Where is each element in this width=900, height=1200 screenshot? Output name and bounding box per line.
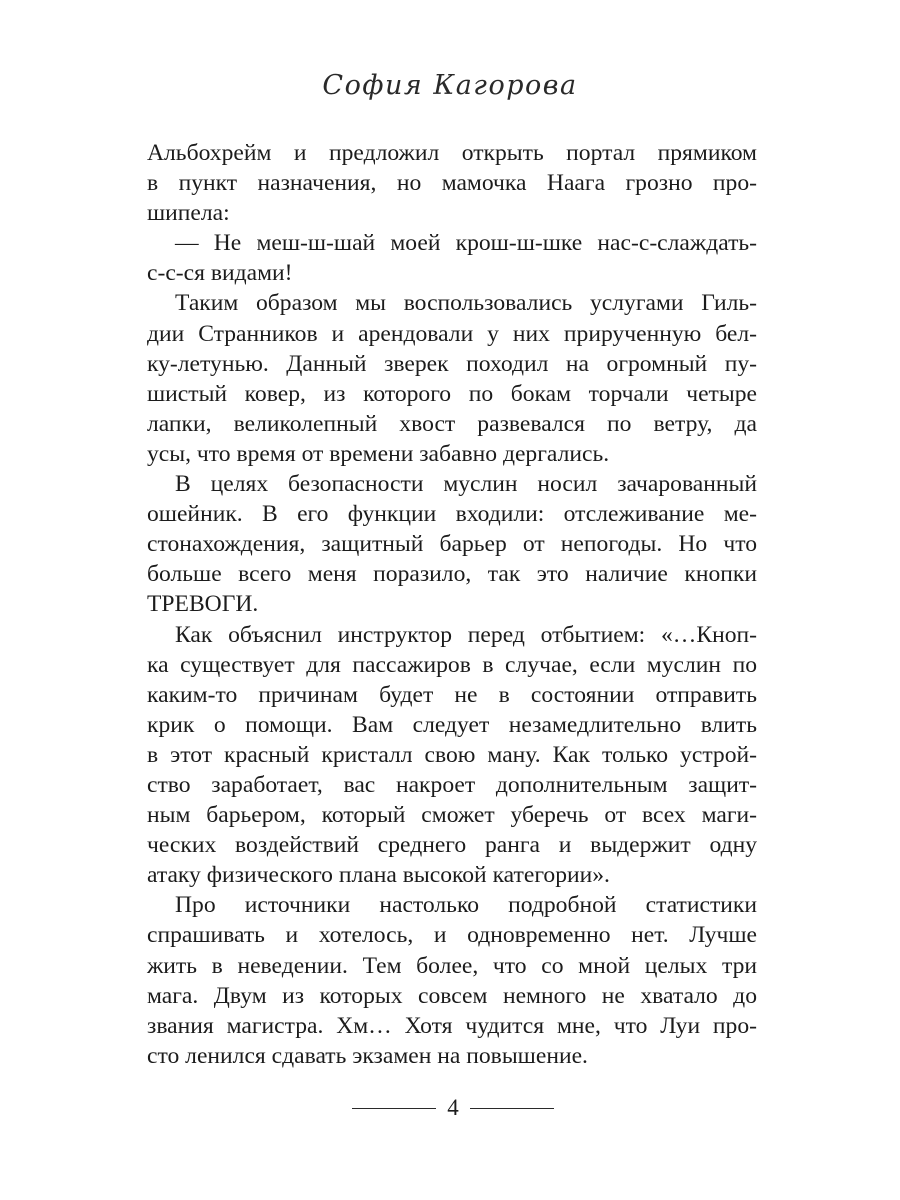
text-line: каким-то причинам будет не в состоянии отправить bbox=[147, 681, 757, 708]
text-line: Как объяснил инструктор перед отбытием: «…Кноп- bbox=[175, 621, 757, 648]
footer-rule-left bbox=[352, 1108, 436, 1109]
running-header-author: София Кагорова bbox=[322, 70, 578, 101]
text-line: ство заработает, вас накроет дополнительным защит- bbox=[147, 771, 757, 798]
page-footer bbox=[0, 1093, 900, 1123]
text-line: стонахождения, защитный барьер от непогоды. Но что bbox=[147, 531, 757, 558]
text-line: Таким образом мы воспользовались услугами Гиль- bbox=[175, 290, 757, 317]
text-line: усы, что время от времени забавно дергались. bbox=[147, 440, 610, 467]
text-line: Альбохрейм и предложил открыть портал прямиком bbox=[147, 140, 757, 166]
text-line: ческих воздействий среднего ранга и выдержит одну bbox=[147, 832, 757, 859]
text-line: шипела: bbox=[147, 200, 230, 227]
text-line: ным барьером, который сможет уберечь от всех маги- bbox=[147, 802, 757, 829]
text-line: мага. Двум из которых совсем немного не хватало до bbox=[147, 982, 757, 1009]
text-line: звания магистра. Хм… Хотя чудится мне, что Луи про- bbox=[147, 1012, 757, 1039]
text-line: — Не меш-ш-шай моей крош-ш-шке нас-с-слаждать- bbox=[175, 230, 757, 257]
text-line: больше всего меня поразило, так это наличие кнопки bbox=[147, 561, 757, 588]
text-line: в этот красный кристалл свою ману. Как только устрой- bbox=[147, 741, 757, 768]
text-line: с-с-ся видами! bbox=[147, 260, 293, 287]
text-line: сто ленился сдавать экзамен на повышение. bbox=[147, 1042, 588, 1069]
body-text bbox=[147, 138, 757, 1071]
text-line: жить в неведении. Тем более, что со мной целых три bbox=[147, 952, 757, 979]
page-number: 4 bbox=[447, 1095, 459, 1120]
text-line: спрашивать и хотелось, и одновременно нет. Лучше bbox=[147, 922, 757, 949]
text-line: В целях безопасности муслин носил зачарованный bbox=[175, 471, 757, 498]
text-line: ТРЕВОГИ. bbox=[147, 591, 259, 618]
text-line: дии Странников и арендовали у них прирученную бел- bbox=[147, 320, 757, 347]
text-line: ка существует для пассажиров в случае, если муслин по bbox=[147, 651, 757, 678]
text-line: в пункт назначения, но мамочка Наага грозно про- bbox=[147, 170, 757, 197]
text-line: шистый ковер, из которого по бокам торчали четыре bbox=[147, 380, 757, 407]
text-line: лапки, великолепный хвост развевался по ветру, да bbox=[147, 410, 757, 437]
text-line: атаку физического плана высокой категории». bbox=[147, 862, 610, 889]
text-line: Про источники настолько подробной статистики bbox=[175, 892, 757, 919]
text-line: ку-летунью. Данный зверек походил на огромный пу- bbox=[147, 350, 757, 377]
text-line: ошейник. В его функции входили: отслеживание ме- bbox=[147, 501, 757, 528]
footer-rule-right bbox=[470, 1108, 554, 1109]
text-line: крик о помощи. Вам следует незамедлительно влить bbox=[147, 711, 757, 738]
